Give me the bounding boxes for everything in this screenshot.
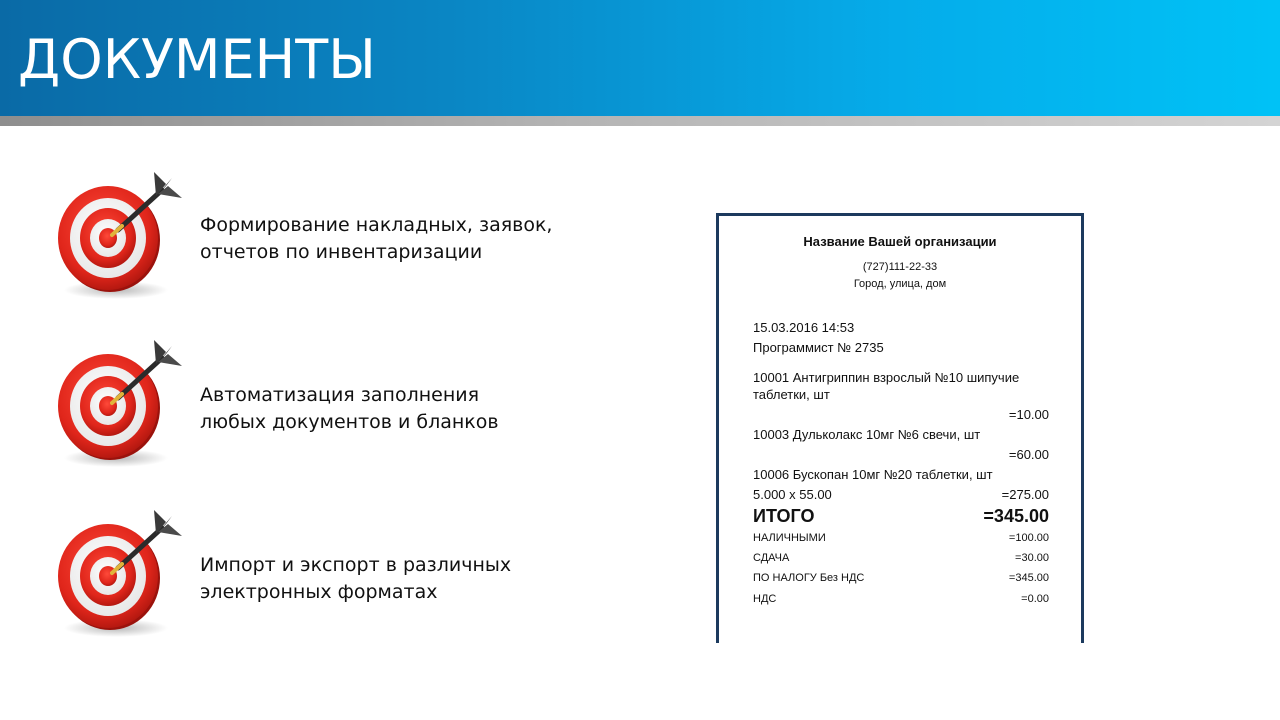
receipt-summary-label: НДС <box>753 593 777 605</box>
target-dart-icon <box>54 336 189 471</box>
page-title: ДОКУМЕНТЫ <box>18 28 376 91</box>
receipt-phone: (727)111-22-33 <box>862 261 938 273</box>
receipt-summary-value: =345.00 <box>1008 572 1049 584</box>
receipt-item-qty: 5.000 x 55.00 <box>753 487 832 502</box>
receipt-summary-value: =0.00 <box>1021 593 1049 605</box>
receipt-address: Город, улица, дом <box>853 278 947 290</box>
target-dart-icon <box>54 506 189 641</box>
receipt-org-name: Название Вашей организации <box>803 234 997 249</box>
receipt-item-amount: =10.00 <box>1008 407 1049 422</box>
receipt-item-amount: =60.00 <box>1008 447 1049 462</box>
receipt-total-value: =345.00 <box>983 506 1049 526</box>
feature-item-2 <box>54 336 614 476</box>
receipt-sample <box>716 213 1084 643</box>
receipt-summary-label: СДАЧА <box>753 552 790 564</box>
feature-line: отчетов по инвентаризации <box>200 241 483 263</box>
feature-line: Формирование накладных, заявок, <box>200 214 553 236</box>
receipt-summary-value: =100.00 <box>1008 532 1049 544</box>
feature-text <box>200 382 499 436</box>
target-dart-icon <box>54 168 189 303</box>
feature-item-1 <box>54 168 614 308</box>
feature-text <box>200 552 511 606</box>
feature-text <box>200 212 552 266</box>
feature-line: электронных форматах <box>200 581 438 603</box>
receipt-total-label: ИТОГО <box>753 506 815 526</box>
feature-line: Автоматизация заполнения <box>200 384 480 406</box>
receipt-summary-value: =30.00 <box>1015 552 1049 564</box>
header-banner <box>0 0 1280 116</box>
receipt-summary-label: НАЛИЧНЫМИ <box>753 532 826 544</box>
receipt-summary-label: ПО НАЛОГУ Без НДС <box>753 572 865 584</box>
feature-line: любых документов и бланков <box>200 411 499 433</box>
receipt-item-line: 10003 Дульколакс 10мг №6 свечи, шт <box>753 427 981 442</box>
feature-item-3 <box>54 506 614 646</box>
feature-line: Импорт и экспорт в различных <box>200 554 512 576</box>
receipt-item-line: таблетки, шт <box>753 387 830 402</box>
header-divider <box>0 116 1280 126</box>
receipt-cashier: Программист № 2735 <box>753 340 884 355</box>
receipt-item-line: 10006 Бускопан 10мг №20 таблетки, шт <box>753 467 993 482</box>
receipt-item-amount: =275.00 <box>1001 487 1049 502</box>
receipt-item-line: 10001 Антигриппин взрослый №10 шипучие <box>753 370 1020 385</box>
receipt-datetime: 15.03.2016 14:53 <box>753 320 855 335</box>
